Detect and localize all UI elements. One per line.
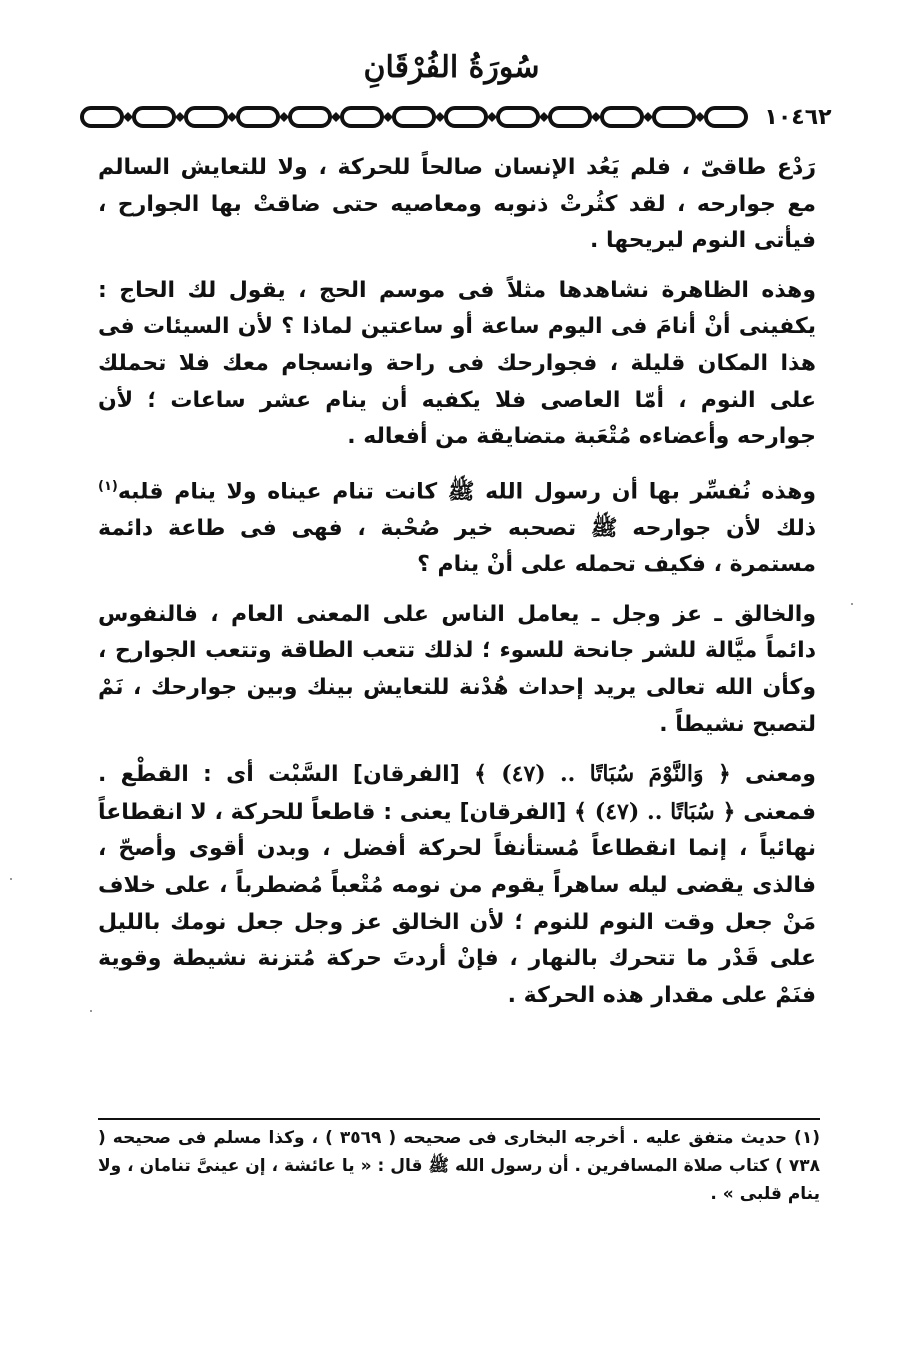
quran-verse: ﴿ وَالنَّوْمَ سُبَاتًا .. (٤٧) ﴾ — [474, 761, 731, 788]
quran-verse: ﴿ سُبَاتًا .. (٤٧) ﴾ — [574, 798, 736, 825]
paragraph-text: يعنى : قاطعاً للحركة ، لا انقطاعاً نهائياً ، إنما انقطاعاً مُستأنفاً لحركة أفضل ، وبدن أقوى وأصحّ ، فالذى يقضى ليله ساهراً يقوم من نومه مُتْعباً مُضطرباً ، على خلاف مَنْ جعل وقت النوم للنوم ؛ لأن الخالق عز وجل جعل نومك بالليل على قَدْر ما تتحرك بالنهار ، فإنْ أردتَ حركة مُتزنة نشيطة وقوية فنَمْ على مقدار هذه الحركة . — [98, 799, 816, 1008]
paragraph-text: ومعنى — [745, 762, 816, 788]
paragraph-text: ذلك لأن جوارحه ﷺ تصحبه خير صُحْبة ، فهى فى طاعة دائمة مستمرة ، فكيف تحمله على أنْ ينام ؟ — [98, 515, 816, 578]
paragraph — [98, 756, 816, 1014]
footnotes — [98, 1124, 820, 1208]
page-number: ١٠٤٦٢ — [753, 98, 843, 138]
footnote-marker: (١) — [98, 478, 118, 494]
scan-speck — [90, 1010, 92, 1012]
paragraph-text: وهذه نُفسِّر بها أن رسول الله ﷺ كانت تنام عيناه ولا ينام قلبه — [117, 479, 816, 505]
main-text — [98, 150, 816, 1027]
paragraph: رَدْع طاقىّ ، فلم يَعُد الإنسان صالحاً للحركة ، ولا للتعايش السالم مع جوارحه ، لقد كثُرتْ ذنوبه ومعاصيه حتى ضاقتْ بها الجوارح ، فيأتى النوم ليريحها . — [98, 155, 816, 254]
surah-title: سُورَةُ الفُرْقَانِ — [363, 50, 540, 85]
surah-reference: [الفرقان] — [352, 762, 460, 788]
page-header-ornament — [78, 98, 832, 138]
paragraph: وهذه الظاهرة نشاهدها مثلاً فى موسم الحج ، يقول لك الحاج : يكفينى أنْ أنامَ فى اليوم ساعة أو ساعتين لماذا ؟ لأن السيئات فى هذا المكان قليلة ، فجوارحك فى راحة وانسجام معك فلا تحملك على النوم ، أمّا العاصى فلا يكفيه أن ينام عشر ساعات ؛ لأن جوارحه وأعضاءه مُتْعَبة متضايقة من أفعاله . — [98, 277, 816, 450]
footnote-separator — [98, 1118, 820, 1120]
scan-speck — [10, 878, 12, 880]
paragraph — [98, 469, 816, 584]
footnote: (١) حديث متفق عليه . أخرجه البخارى فى صحيحه ( ٣٥٦٩ ) ، وكذا مسلم فى صحيحه ( ٧٣٨ ) كتاب صلاة المسافرين . أن رسول الله ﷺ قال : « يا عائشة ، إن عينىَّ تنامان ، ولا ينام قلبى » . — [98, 1128, 820, 1204]
paragraph-text: القطْع . فمعنى — [98, 762, 816, 825]
scan-speck — [851, 603, 853, 605]
surah-reference: [الفرقان] — [459, 799, 567, 825]
chain-ornament-icon — [78, 98, 826, 138]
paragraph: والخالق ـ عز وجل ـ يعامل الناس على المعنى العام ، فالنفوس دائماً ميَّالة للشر جانحة للسوء ؛ لذلك تتعب الطاقة وتتعب الجوارح ، وكأن الله تعالى يريد إحداث هُدْنة للتعايش بينك وبين جوارحك ، نَمْ لتصبح نشيطاً . — [98, 601, 816, 737]
paragraph-text: السَّبْت أى : — [203, 762, 339, 788]
